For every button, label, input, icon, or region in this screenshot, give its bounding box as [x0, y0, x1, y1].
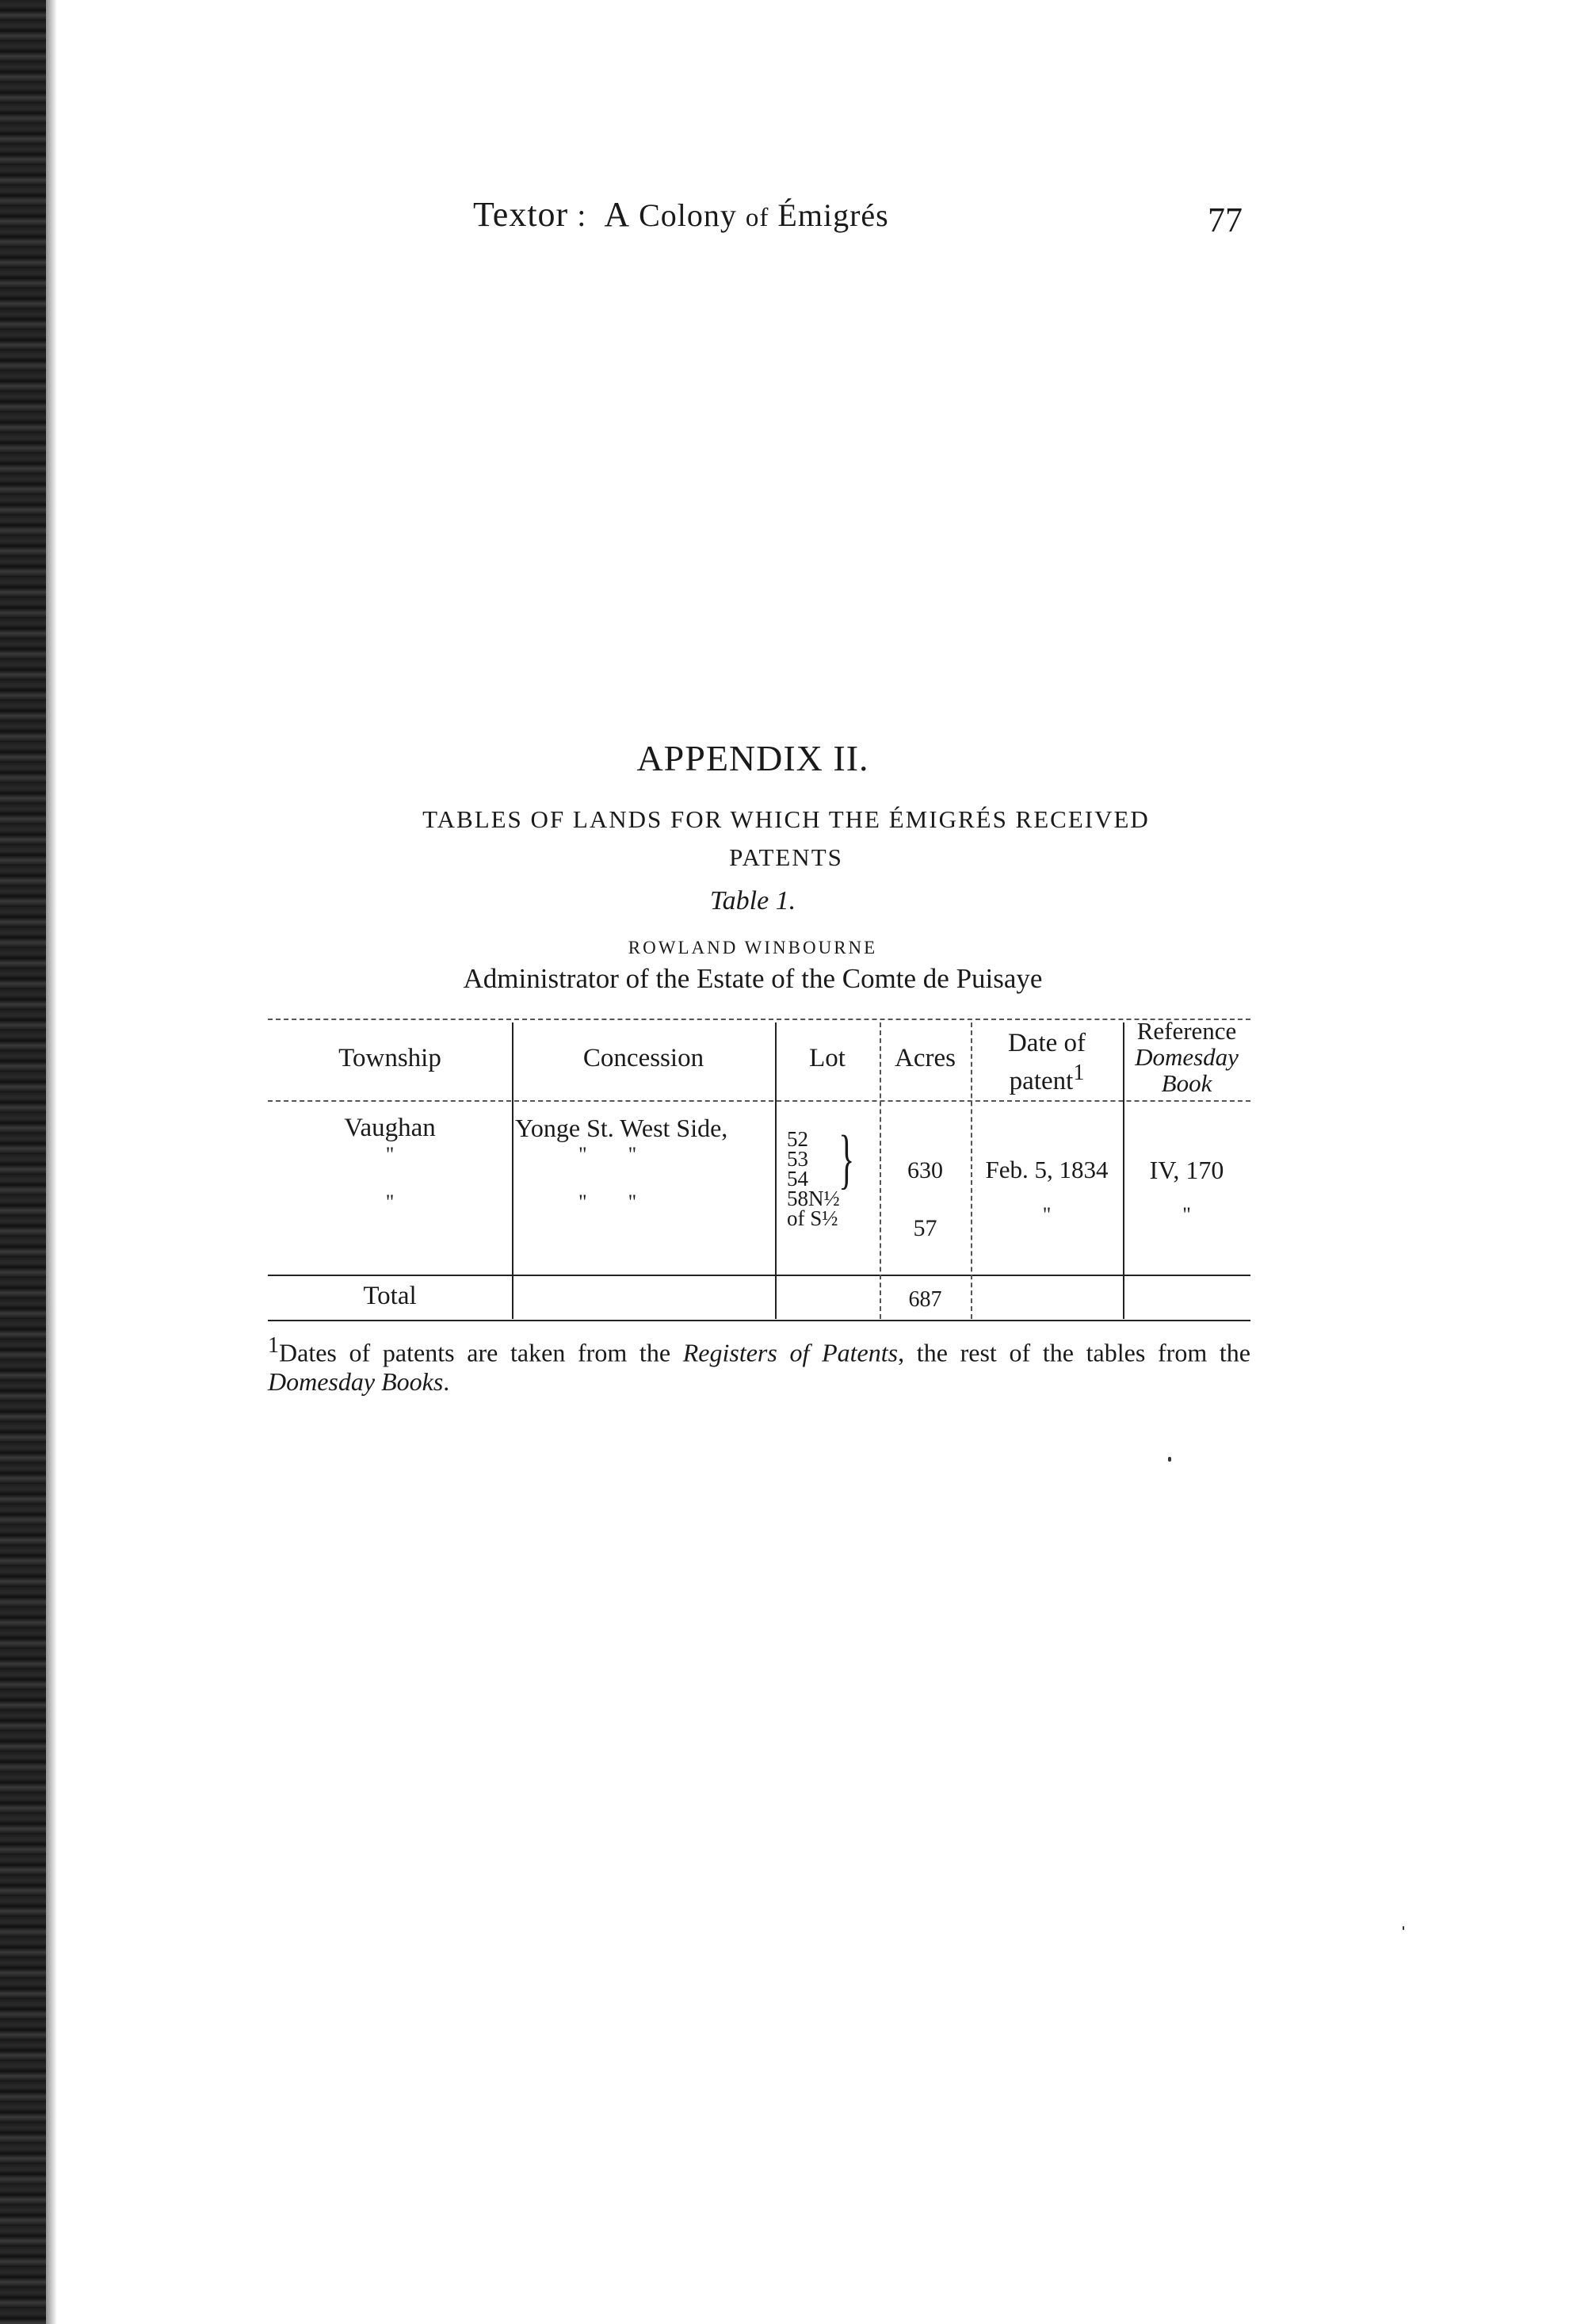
table-top-rule	[268, 1019, 1250, 1020]
body-bottom-rule	[268, 1275, 1250, 1276]
running-head-separator: :	[577, 197, 587, 233]
footnote-registers-of-patents: Registers of Patents	[682, 1338, 899, 1367]
reference-cell-2: "	[1182, 1203, 1191, 1226]
patentee-role: Administrator of the Estate of the Comte de Puisaye	[463, 963, 1043, 994]
table-label: Table 1.	[709, 886, 796, 915]
tables-title-line-1: TABLES OF LANDS FOR WHICH THE ÉMIGRÉS RECEIVED	[422, 805, 1150, 833]
footnote-text-3: .	[443, 1366, 450, 1396]
running-head-word-of: of	[745, 204, 769, 232]
running-head-word-a: A	[604, 195, 631, 234]
appendix-heading: APPENDIX II.	[636, 738, 869, 778]
lot-52: 52	[787, 1127, 808, 1151]
reference-cell-1: IV, 170	[1149, 1156, 1224, 1184]
header-acres: Acres	[895, 1044, 956, 1072]
header-reference	[1123, 1018, 1250, 1096]
date-cell-1: Feb. 5, 1834	[985, 1156, 1109, 1183]
running-head-author: Textor	[473, 195, 569, 234]
header-reference-line-2: Domesday	[1135, 1043, 1239, 1071]
footnote	[268, 1332, 1250, 1396]
book-binding-edge	[0, 0, 46, 2324]
print-speck	[1403, 1926, 1404, 1930]
header-date-note: 1	[1073, 1061, 1085, 1085]
tables-title-line-2: PATENTS	[729, 843, 843, 871]
tables-title	[319, 801, 1254, 877]
header-date	[971, 1028, 1123, 1096]
total-acres: 687	[908, 1287, 942, 1312]
township-cell-3: "	[385, 1191, 395, 1214]
patentee-name: ROWLAND WINBOURNE	[628, 938, 878, 958]
header-date-line-2: patent$^1$	[1009, 1061, 1085, 1095]
running-head-word-emigres: Émigrés	[777, 197, 889, 233]
header-reference-line-3: Book	[1161, 1069, 1212, 1097]
header-concession: Concession	[582, 1044, 704, 1072]
header-date-line-1: Date of	[1007, 1029, 1086, 1057]
concession-cell-2: " "	[578, 1143, 637, 1166]
header-lot: Lot	[809, 1044, 846, 1072]
total-label: Total	[363, 1282, 417, 1310]
binding-shadow	[46, 0, 57, 2324]
lot-brace: }	[838, 1122, 855, 1196]
footnote-marker: 1	[268, 1333, 279, 1358]
footnote-text-2: , the rest of the tables from the	[898, 1338, 1251, 1367]
township-cell-1: Vaughan	[344, 1114, 436, 1142]
header-reference-line-1: Reference	[1136, 1017, 1237, 1045]
footnote-text-1: Dates of patents are taken from the	[279, 1338, 683, 1367]
date-cell-2: "	[1042, 1203, 1052, 1226]
print-speck	[1168, 1457, 1171, 1462]
lot-cell	[787, 1127, 840, 1230]
page-number: 77	[1208, 201, 1243, 239]
footnote-domesday-books: Domesday Books	[268, 1366, 444, 1396]
total-bottom-rule	[268, 1320, 1250, 1321]
lot-58n: 58N½	[787, 1187, 840, 1210]
lot-53: 53	[787, 1147, 808, 1171]
lot-of-s: of S½	[787, 1206, 838, 1230]
header-township: Township	[338, 1044, 441, 1072]
running-head-word-colony: Colony	[639, 197, 737, 233]
acres-cell-2: 57	[913, 1215, 937, 1241]
lot-54: 54	[787, 1167, 808, 1191]
running-head	[473, 194, 889, 235]
acres-cell-1: 630	[907, 1157, 943, 1183]
header-bottom-rule	[268, 1100, 1250, 1102]
concession-cell-1: Yonge St. West Side,	[515, 1114, 728, 1142]
concession-cell-3: " "	[578, 1191, 637, 1214]
township-cell-2: "	[385, 1143, 395, 1166]
